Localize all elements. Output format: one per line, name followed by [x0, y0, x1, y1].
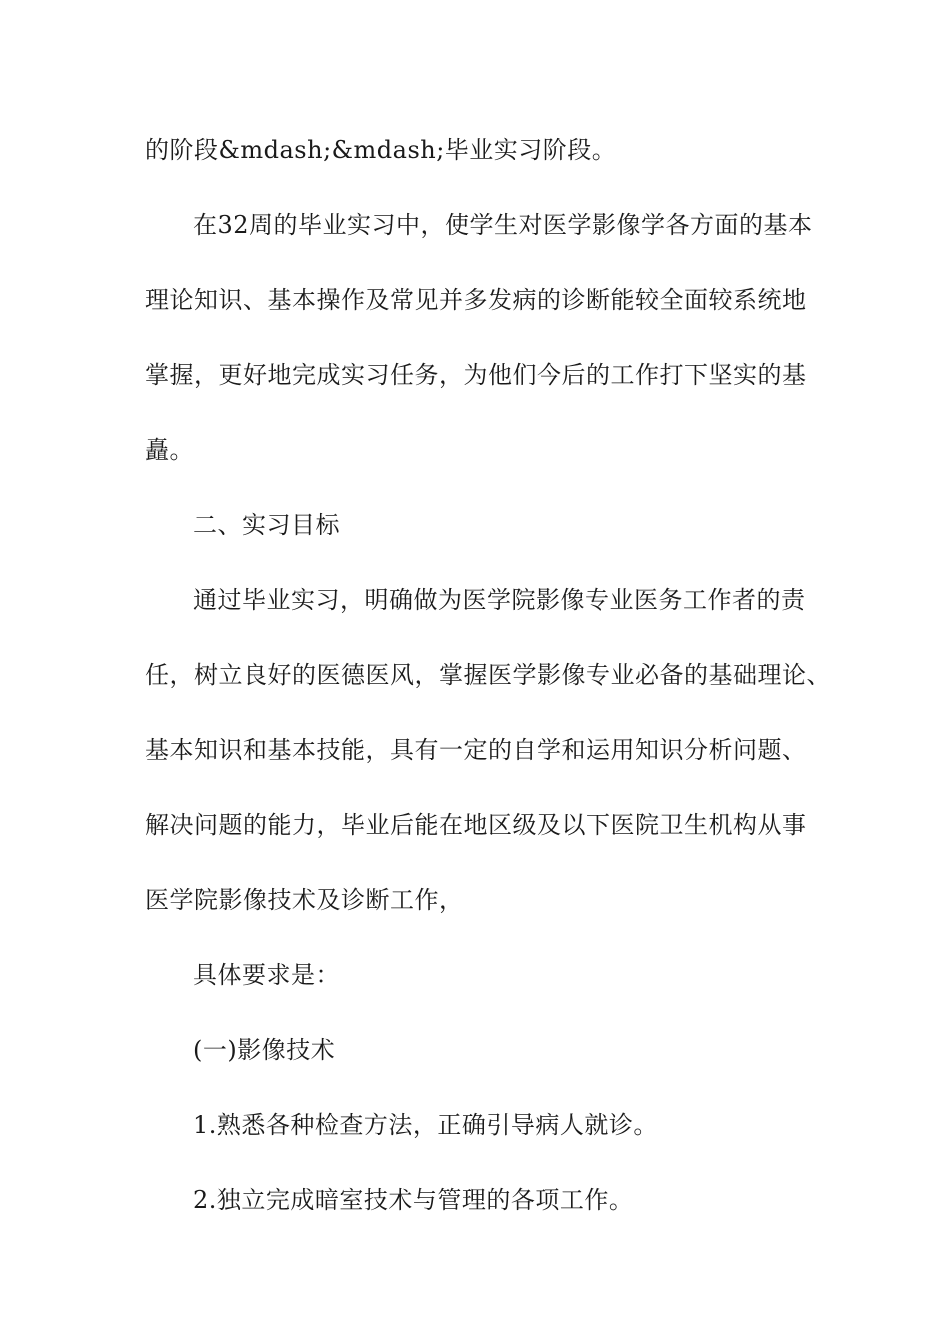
paragraph-line: 理论知识、基本操作及常见并多发病的诊断能较全面较系统地	[145, 286, 807, 314]
paragraph-line: 解决问题的能力，毕业后能在地区级及以下医院卫生机构从事	[145, 811, 807, 839]
paragraph-line: 基本知识和基本技能，具有一定的自学和运用知识分析问题、	[145, 736, 807, 764]
list-item: 1.熟悉各种检查方法，正确引导病人就诊。	[193, 1111, 658, 1139]
paragraph-line: 任，树立良好的医德医风，掌握医学影像专业必备的基础理论、	[145, 661, 831, 689]
subsection-heading: (一)影像技术	[193, 1036, 336, 1064]
paragraph-line: 通过毕业实习，明确做为医学院影像专业医务工作者的责	[193, 586, 806, 614]
paragraph-line: 的阶段&mdash;&mdash;毕业实习阶段。	[145, 136, 617, 164]
list-item: 2.独立完成暗室技术与管理的各项工作。	[193, 1186, 634, 1214]
paragraph-line: 矗。	[145, 436, 194, 464]
paragraph-line: 在32周的毕业实习中，使学生对医学影像学各方面的基本	[193, 211, 813, 239]
paragraph-line: 掌握，更好地完成实习任务，为他们今后的工作打下坚实的基	[145, 361, 807, 389]
paragraph-line: 医学院影像技术及诊断工作，	[145, 886, 464, 914]
paragraph-line: 具体要求是：	[193, 961, 340, 989]
section-heading: 二、实习目标	[193, 511, 340, 539]
